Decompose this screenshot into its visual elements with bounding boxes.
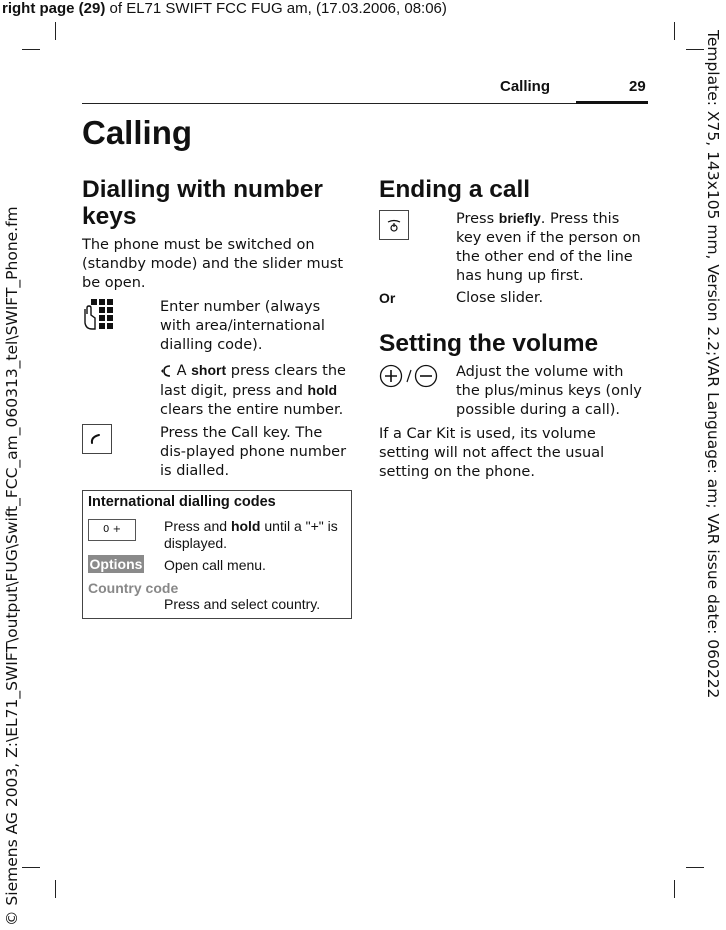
end-key-icon bbox=[379, 210, 409, 240]
copyright-path-text: © Siemens AG 2003, Z:\EL71_SWIFT\output\FUG\Swift_FCC_am_060313_tel\SWIFT_Phone.fm bbox=[3, 206, 21, 926]
section-heading-volume: Setting the volume bbox=[379, 330, 599, 357]
crop-mark bbox=[674, 880, 675, 898]
call-key-icon bbox=[82, 424, 112, 454]
country-code-label: Country code bbox=[88, 580, 179, 596]
close-slider-text: Close slider. bbox=[456, 290, 544, 306]
options-text: Open call menu. bbox=[164, 557, 266, 573]
country-select-text: Press and select country. bbox=[164, 596, 321, 612]
end-suffix: . Press this key even if the person on the other end of the line has hung up first. bbox=[456, 211, 641, 284]
hold-prefix: Press and bbox=[164, 518, 231, 534]
end-key-text bbox=[456, 209, 648, 286]
clear-mid: press clears the last digit, press and bbox=[160, 363, 346, 399]
or-label: Or bbox=[379, 290, 396, 306]
enter-number-text: Enter number (always with area/international dialling code). bbox=[160, 299, 325, 353]
header-rule-thick bbox=[576, 101, 648, 104]
hold-plus-text bbox=[164, 518, 344, 551]
clear-key-text bbox=[160, 361, 352, 420]
options-softkey: Options bbox=[89, 556, 143, 572]
page-meta-bold: right page (29) bbox=[2, 0, 106, 17]
zero-plus-key-icon: 0 + bbox=[88, 519, 136, 541]
page-meta-line bbox=[2, 0, 447, 17]
template-info-text: Template: X75, 143x105 mm, Version 2.2;VAR Language: am; VAR issue date: 060222 bbox=[704, 30, 722, 699]
running-header-page-number: 29 bbox=[629, 78, 646, 95]
crop-mark bbox=[674, 22, 675, 40]
end-briefly-bold: briefly bbox=[498, 210, 541, 226]
volume-text: Adjust the volume with the plus/minus keys (only possible during a call). bbox=[456, 364, 642, 418]
clear-prefix: A bbox=[172, 363, 192, 379]
clear-short-bold: short bbox=[191, 362, 227, 378]
keypad-hand-icon bbox=[82, 298, 116, 332]
page-title: Calling bbox=[82, 114, 193, 151]
international-dialling-box bbox=[82, 490, 352, 619]
call-key-text: Press the Call key. The dis-played phone number is dialled. bbox=[160, 425, 347, 479]
section-heading-ending: Ending a call bbox=[379, 176, 531, 203]
volume-keys-icon bbox=[379, 364, 441, 388]
crop-mark bbox=[55, 880, 56, 898]
crop-mark bbox=[22, 49, 40, 50]
dialling-intro: The phone must be switched on (standby mode) and the slider must be open. bbox=[82, 237, 344, 291]
hold-suffix: until a "+" is displayed. bbox=[164, 518, 338, 551]
header-rule bbox=[82, 103, 648, 104]
crop-mark bbox=[55, 22, 56, 40]
clear-end: clears the entire number. bbox=[160, 402, 344, 418]
international-dialling-title: International dialling codes bbox=[88, 494, 276, 510]
template-info-vertical bbox=[696, 30, 722, 900]
copyright-path-vertical bbox=[0, 30, 26, 930]
clear-hold-bold: hold bbox=[307, 382, 338, 398]
section-heading-dialling: Dialling with number keys bbox=[82, 176, 323, 230]
crop-mark bbox=[686, 49, 704, 50]
hold-bold: hold bbox=[230, 518, 261, 534]
running-header-title: Calling bbox=[500, 78, 551, 95]
end-prefix: Press bbox=[456, 211, 499, 227]
crop-mark bbox=[686, 867, 704, 868]
car-kit-text: If a Car Kit is used, its volume setting will not affect the usual setting on the phone. bbox=[379, 426, 605, 480]
crop-mark bbox=[22, 867, 40, 868]
page-meta-rest: of EL71 SWIFT FCC FUG am, (17.03.2006, 08:06) bbox=[105, 0, 447, 17]
